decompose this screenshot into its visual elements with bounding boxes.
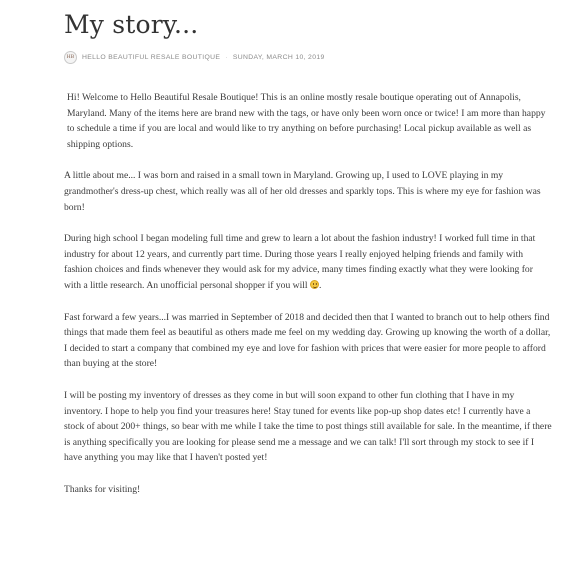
- paragraph-thanks: Thanks for visiting!: [64, 483, 141, 495]
- paragraph-modeling-end: .: [319, 279, 322, 291]
- post-body: [64, 90, 552, 497]
- post-date: SUNDAY, MARCH 10, 2019: [232, 53, 325, 61]
- smiley-face-icon: [310, 279, 322, 291]
- paragraph-about-me: A little about me... I was born and raised in a small town in Maryland. Growing up, I used to LOVE playing in my grandmother's dress-up chest, which really was all of her old dresses and sparkly tops. This is where my eye for fashion was born!: [64, 170, 541, 213]
- paragraph-company: Fast forward a few years...I was married in September of 2018 and decided then that I wanted to branch out to help others find things that made them feel as beautiful as others made me feel on my wedding day. Growing up knowing the worth of a dollar, I decided to start a company that combined my eye and love for fashion with prices that were easier for more people to afford than buying at the store!: [64, 311, 551, 370]
- paragraph-inventory: I will be posting my inventory of dresses as they come in but will soon expand to other fun clothing that I have in my inventory. I hope to help you find your treasures here! Stay tuned for events like pop-up shop dates etc! I currently have a stock of about 200+ things, so bear with me while I take the time to post things still available for sale. In the meantime, if there is anything specifically you are looking for please send me a message and we can talk! I'll sort through my stock to see if I have anything you may like that I haven't posted yet!: [64, 389, 552, 464]
- paragraph-welcome: Hi! Welcome to Hello Beautiful Resale Boutique! This is an online mostly resale boutique operating out of Annapolis, Maryland. Many of the items here are brand new with the tags, or have only been worn once or twice! I am more than happy to schedule a time if you are local and would like to try anything on before purchasing! Local pickup available as well as shipping options.: [67, 92, 546, 150]
- post-title: My story...: [64, 10, 199, 39]
- meta-separator: ·: [225, 53, 228, 61]
- author-avatar-icon[interactable]: [64, 51, 77, 64]
- paragraph-modeling-text: During high school I began modeling full time and grew to learn a lot about the fashion industry! I worked full time in that industry for about 12 years, and currently part time. During those years I really enjoyed helping friends and family with fashion choices and finds whenever they would ask for my advice, many times finding exactly what they were looking for with a little research. An unofficial personal shopper if you will: [64, 233, 536, 291]
- author-avatar-text: HB: [66, 54, 75, 60]
- paragraph-modeling: [64, 231, 552, 293]
- post-meta: [64, 49, 552, 65]
- author-link[interactable]: HELLO BEAUTIFUL RESALE BOUTIQUE: [82, 53, 221, 61]
